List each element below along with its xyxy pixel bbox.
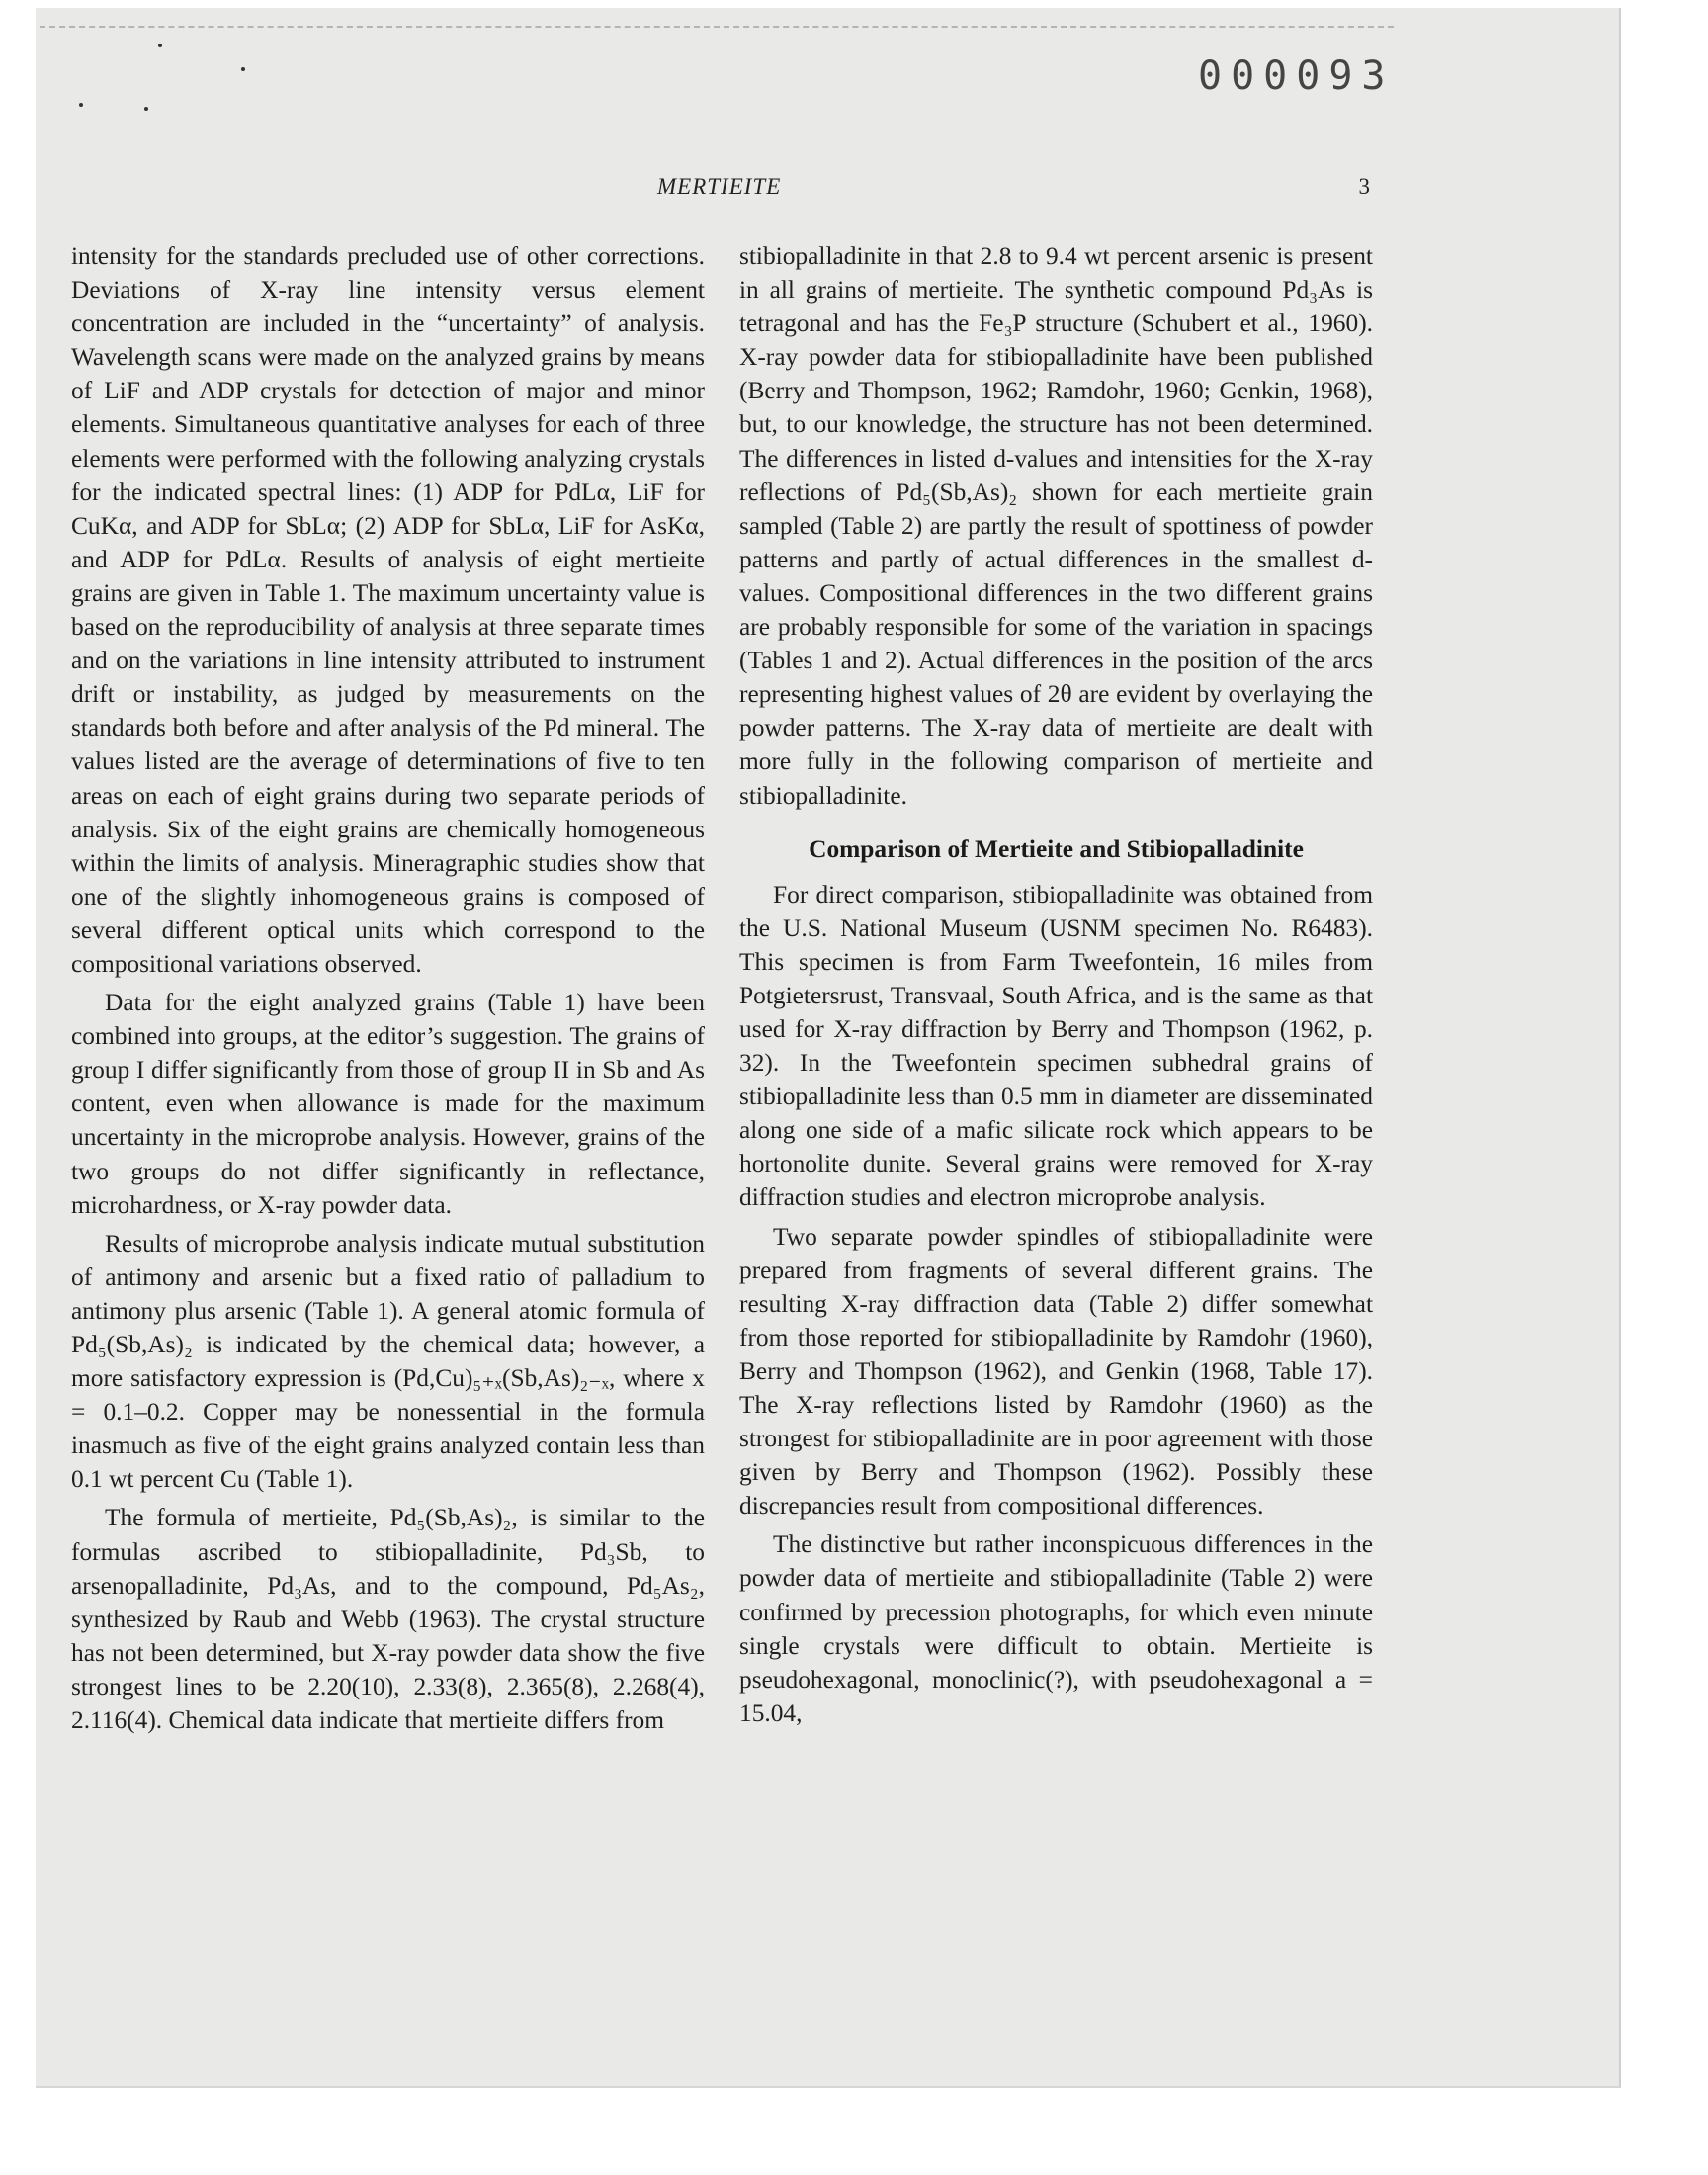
right-column — [739, 239, 1373, 1730]
page-number: 3 — [1358, 174, 1370, 199]
paragraph: Two separate powder spindles of stibiopalladinite were prepared from fragments of several different grains. The resulting X-ray diffraction data (Table 2) differ somewhat from those reported for stibiopalladinite by Ramdohr (1960), Berry and Thompson (1962), and Genkin (1968, Table 17). The X-ray reflections listed by Ramdohr (1960) as the strongest for stibiopalladinite are in poor agreement with those given by Berry and Thompson (1962). Possibly these discrepancies result from compositional differences. — [739, 1222, 1373, 1521]
paragraph: Results of microprobe analysis indicate mutual substitution of antimony and arsenic but a fixed ratio of palladium to antimony plus arsenic (Table 1). A general atomic formula of Pd₅(Sb,As)₂ is indicated by the chemical data; however, a more satisfactory expression is (Pd,Cu)₅₊ₓ(Sb,As)₂₋ₓ, where x = 0.1–0.2. Copper may be nonessential in the formula inasmuch as five of the eight grains analyzed contain less than 0.1 wt percent Cu (Table 1). — [71, 1229, 705, 1494]
scan-speck — [79, 103, 83, 107]
scan-speck — [158, 44, 162, 47]
paragraph: For direct comparison, stibiopalladinite was obtained from the U.S. National Museum (USNM specimen No. R6483). This specimen is from Farm Tweefontein, 16 miles from Potgietersrust, Transvaal, South Africa, and is the same as that used for X-ray diffraction by Berry and Thompson (1962, p. 32). In the Tweefontein specimen subhedral grains of stibiopalladinite less than 0.5 mm in diameter are disseminated along one side of a mafic silicate rock which appears to be hortonolite dunite. Several grains were removed for X-ray diffraction studies and electron microprobe analysis. — [739, 880, 1373, 1212]
document-stamp-number: 000093 — [1198, 53, 1395, 99]
left-column — [71, 239, 705, 1737]
scan-speck — [241, 67, 245, 71]
paragraph: The formula of mertieite, Pd₅(Sb,As)₂, is similar to the formulas ascribed to stibiopalladinite, Pd₃Sb, to arsenopalladinite, Pd₃As, and to the compound, Pd₅As₂, synthesized by Raub and Webb (1963). The crystal structure has not been determined, but X-ray powder data show the five strongest lines to be 2.20(10), 2.33(8), 2.365(8), 2.268(4), 2.116(4). Chemical data indicate that mertieite differs from — [71, 1504, 705, 1735]
scan-speck — [144, 107, 148, 111]
paragraph: stibiopalladinite in that 2.8 to 9.4 wt percent arsenic is present in all grains of mertieite. The synthetic compound Pd₃As is tetragonal and has the Fe₃P structure (Schubert et al., 1960). X-ray powder data for stibiopalladinite have been published (Berry and Thompson, 1962; Ramdohr, 1960; Genkin, 1968), but, to our knowledge, the structure has not been determined. The differences in listed d-values and intensities for the X-ray reflections of Pd₅(Sb,As)₂ shown for each mertieite grain sampled (Table 2) are partly the result of spottiness of powder patterns and partly of actual differences in the smallest d-values. Compositional differences in the two different grains are probably responsible for some of the variation in spacings (Tables 1 and 2). Actual differences in the position of the arcs representing highest values of 2θ are evident by overlaying the powder patterns. The X-ray data of mertieite are dealt with more fully in the following comparison of mertieite and stibiopalladinite. — [739, 242, 1373, 810]
scan-edge-line — [40, 26, 1394, 28]
section-heading: Comparison of Mertieite and Stibiopalladinite — [809, 834, 1304, 863]
page-header — [71, 174, 1370, 214]
running-head: MERTIEITE — [657, 174, 782, 199]
paragraph: The distinctive but rather inconspicuous differences in the powder data of mertieite and stibiopalladinite (Table 2) were confirmed by precession photographs, for which even minute single crystals were difficult to obtain. Mertieite is pseudohexagonal, monoclinic(?), with pseudohexagonal a = 15.04, — [739, 1530, 1373, 1727]
paragraph: intensity for the standards precluded use of other corrections. Deviations of X-ray line intensity versus element concentration are included in the “uncertainty” of analysis. Wavelength scans were made on the analyzed grains by means of LiF and ADP crystals for detection of major and minor elements. Simultaneous quantitative analyses for each of three elements were performed with the following analyzing crystals for the indicated spectral lines: (1) ADP for PdLα, LiF for CuKα, and ADP for SbLα; (2) ADP for SbLα, LiF for AsKα, and ADP for PdLα. Results of analysis of eight mertieite grains are given in Table 1. The maximum uncertainty value is based on the reproducibility of analysis at three separate times and on the variations in line intensity attributed to instrument drift or instability, as judged by measurements on the standards both before and after analysis of the Pd mineral. The values listed are the average of determinations of five to ten areas on each of eight grains during two separate periods of analysis. Six of the eight grains are chemically homogeneous within the limits of analysis. Mineragraphic studies show that one of the slightly inhomogeneous grains is composed of several different optical units which correspond to the compositional variations observed. — [71, 242, 705, 978]
paragraph: Data for the eight analyzed grains (Table 1) have been combined into groups, at the editor’s suggestion. The grains of group I differ significantly from those of group II in Sb and As content, even when allowance is made for the maximum uncertainty in the microprobe analysis. However, grains of the two groups do not differ significantly in reflectance, microhardness, or X-ray powder data. — [71, 989, 705, 1219]
